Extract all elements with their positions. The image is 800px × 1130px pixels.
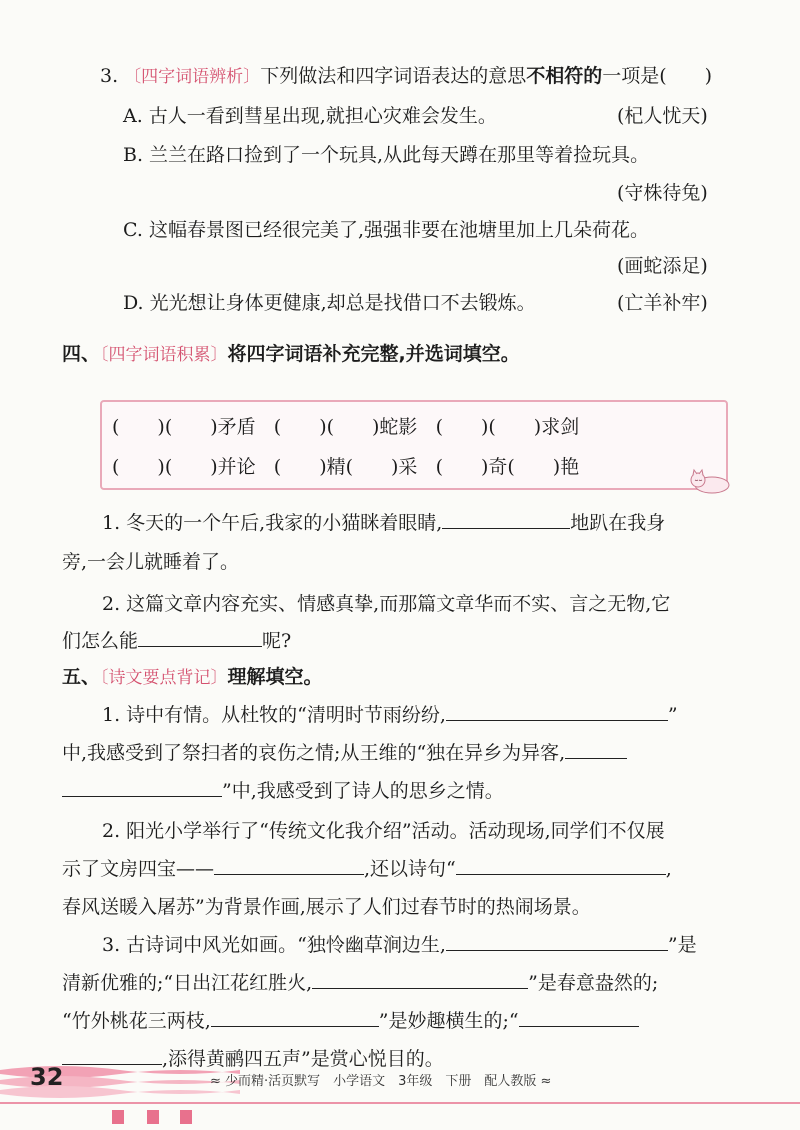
q3-tag: 〔四字词语辨析〕: [124, 67, 261, 87]
footer-square: [180, 1110, 192, 1124]
q3-stem-text: 下列做法和四字词语表达的意思: [260, 65, 527, 87]
idiom-row-1: [112, 412, 579, 439]
section-four-tag: 〔四字词语积累〕: [100, 345, 228, 365]
answer-blank[interactable]: [456, 856, 666, 875]
section-five-heading: [62, 664, 323, 691]
idiom-blank[interactable]: ( )( )求剑: [435, 416, 580, 438]
s4-q2-line1: 2. 这篇文章内容充实、情感真挚,而那篇文章华而不实、言之无物,它: [102, 593, 671, 615]
section-five-number: 五、: [62, 666, 101, 688]
idiom-box: [100, 400, 728, 490]
s4-q2-text: 们怎么能: [62, 630, 139, 652]
s5-p2-line3: 春风送暖入屠苏”为背景作画,展示了人们过春节时的热闹场景。: [62, 896, 591, 918]
option-c: [123, 217, 649, 243]
page-number: 32: [30, 1063, 64, 1091]
section-five-tag: 〔诗文要点背记〕: [100, 668, 228, 688]
option-c-idiom: (画蛇添足): [617, 255, 708, 277]
answer-blank[interactable]: [519, 1008, 639, 1027]
answer-blank[interactable]: [138, 628, 262, 647]
option-d-text: D. 光光想让身体更健康,却总是找借口不去锻炼。: [123, 292, 536, 314]
idiom-blank[interactable]: ( )( )矛盾: [112, 416, 256, 438]
idiom-blank[interactable]: ( )奇( )艳: [435, 456, 580, 478]
option-a-text: A. 古人一看到彗星出现,就担心灾难会发生。: [123, 105, 497, 127]
s5-p3-line3: [62, 1008, 639, 1034]
s5-p1-text2: 中,我感受到了祭扫者的哀伤之情;从王维的“独在异乡为异客,: [62, 742, 566, 764]
s5-p2-comma: ,: [665, 858, 672, 880]
s5-p3-text5: “竹外桃花三两枝,: [62, 1010, 211, 1032]
q3-stem: [100, 63, 712, 90]
s5-p3-text2: ”是: [667, 934, 697, 956]
answer-blank[interactable]: [442, 510, 570, 529]
s5-p3-text3: 清新优雅的;“日出江花红胜火,: [62, 972, 313, 994]
s5-p3-text: 3. 古诗词中风光如画。“独怜幽草涧边生,: [102, 934, 446, 956]
s5-p1-text3: ”中,我感受到了诗人的思乡之情。: [222, 780, 504, 802]
option-b-idiom: (守株待兔): [617, 182, 708, 204]
question-number: 3.: [100, 65, 119, 87]
s5-p1-line3: [62, 778, 504, 804]
s4-q1-line2: 旁,一会儿就睡着了。: [62, 551, 240, 573]
section-four-number: 四、: [62, 343, 101, 365]
idiom-blank[interactable]: ( )精( )采: [273, 456, 418, 478]
s5-p3-text7: ,添得黄鹂四五声”是赏心悦目的。: [162, 1048, 444, 1070]
answer-blank[interactable]: [62, 778, 222, 797]
cat-icon: [688, 468, 732, 494]
option-a-idiom: (杞人忧天): [617, 105, 708, 127]
option-a: [123, 103, 497, 129]
s5-p3-text6: ”是妙趣横生的;“: [378, 1010, 519, 1032]
option-d-idiom: (亡羊补牢): [617, 292, 708, 314]
s5-p3-line2: [62, 970, 658, 996]
section-five-title: 理解填空。: [227, 666, 323, 688]
option-c-text: C. 这幅春景图已经很完美了,强强非要在池塘里加上几朵荷花。: [123, 219, 649, 241]
s4-q2-text-end: 呢?: [262, 630, 292, 652]
answer-blank[interactable]: [565, 740, 627, 759]
s4-q1-text-end: 地趴在我身: [570, 512, 666, 534]
s5-p1-line1: [102, 702, 678, 728]
idiom-row-2: [112, 452, 579, 479]
s4-q1-text: 1. 冬天的一个午后,我家的小猫眯着眼睛,: [102, 512, 443, 534]
option-b: [123, 142, 649, 168]
q3-stem-end[interactable]: 一项是( ): [602, 65, 713, 87]
answer-blank[interactable]: [446, 702, 668, 721]
footer-square: [147, 1110, 159, 1124]
answer-blank[interactable]: [312, 970, 528, 989]
s4-q2-line2: [62, 628, 291, 654]
footer-title: ≈ 少而精·活页默写 小学语文 3年级 下册 配人教版 ≈: [210, 1074, 552, 1089]
answer-blank[interactable]: [446, 932, 668, 951]
s5-p2-text: 示了文房四宝——: [62, 858, 215, 880]
idiom-blank[interactable]: ( )( )并论: [112, 456, 256, 478]
s5-p2-line2: [62, 856, 672, 882]
footer-square: [112, 1110, 124, 1124]
q3-stem-bold: 不相符的: [526, 65, 603, 87]
option-b-text: B. 兰兰在路口捡到了一个玩具,从此每天蹲在那里等着捡玩具。: [123, 144, 650, 166]
s5-p3-line1: [102, 932, 697, 958]
s5-p3-text4: ”是春意盎然的;: [528, 972, 659, 994]
section-four-title: 将四字词语补充完整,并选词填空。: [227, 343, 520, 365]
s5-p2-line1: 2. 阳光小学举行了“传统文化我介绍”活动。活动现场,同学们不仅展: [102, 820, 665, 842]
answer-blank[interactable]: [211, 1008, 379, 1027]
s5-p1-line2: [62, 740, 627, 766]
answer-blank[interactable]: [214, 856, 364, 875]
s4-q1-line1: [102, 510, 665, 536]
idiom-blank[interactable]: ( )( )蛇影: [273, 416, 418, 438]
s5-p1-text: 1. 诗中有情。从杜牧的“清明时节雨纷纷,: [102, 704, 446, 726]
section-four-heading: [62, 341, 520, 368]
option-d: [123, 290, 536, 316]
s5-p2-text2: ,还以诗句“: [364, 858, 456, 880]
s5-p1-quote: ”: [667, 704, 678, 726]
